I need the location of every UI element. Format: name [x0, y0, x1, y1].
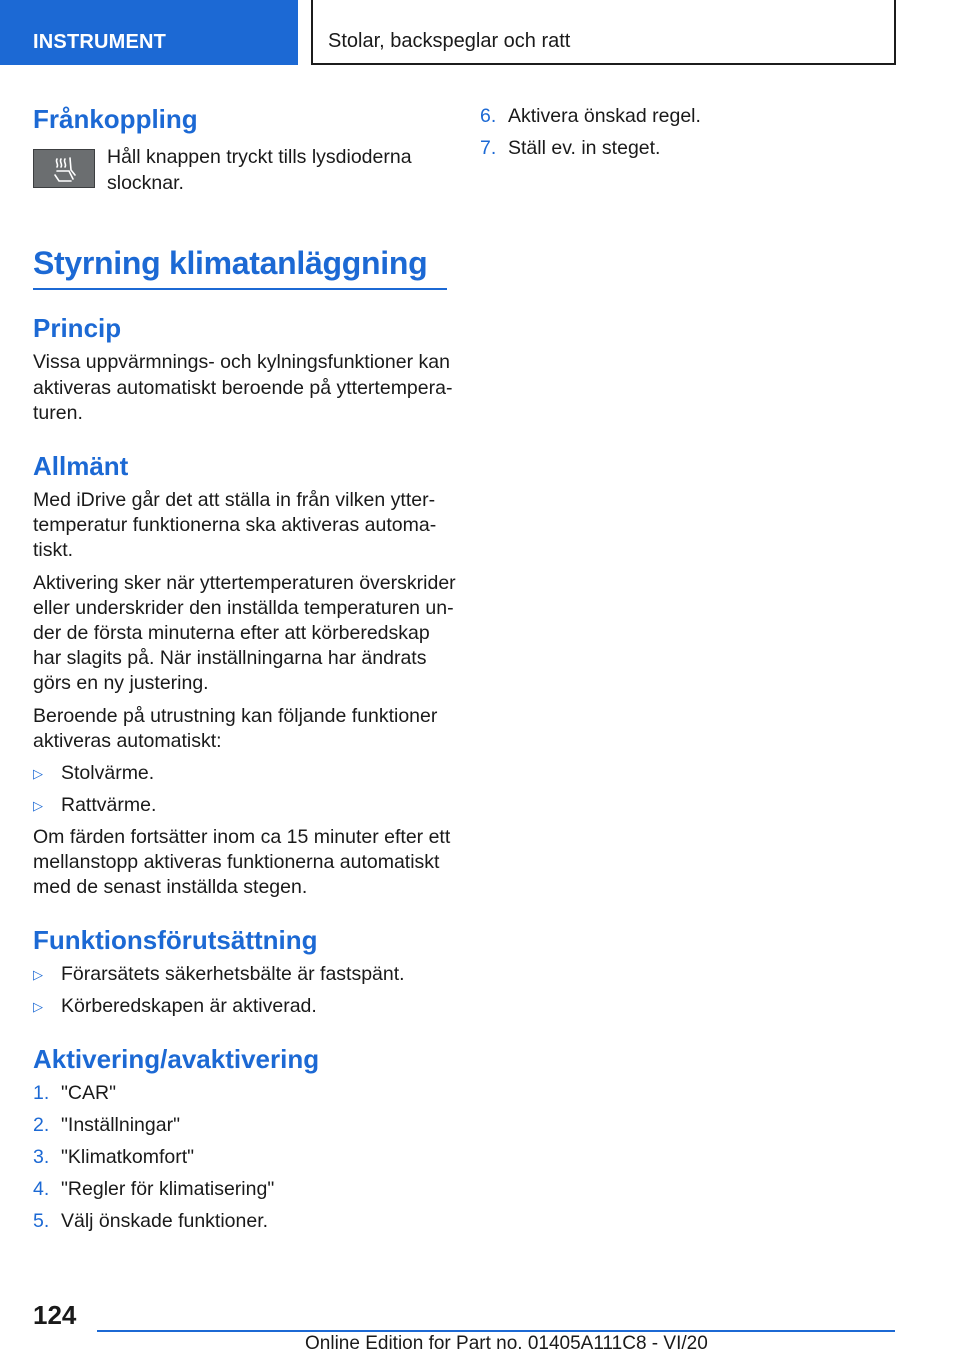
section-label: INSTRUMENT: [33, 31, 167, 53]
allmant-p4-line-1: Om färden fortsätter inom ca 15 minuter efter ett: [33, 826, 451, 848]
princip-line-1: Vissa uppvärmnings- och kylningsfunktioner kan: [33, 351, 450, 373]
step-item: 4. "Regler för klimatisering": [33, 1178, 275, 1200]
list-item: ▷ Rattvärme.: [33, 793, 156, 819]
heading-frankoppling: Frånkoppling: [33, 104, 198, 134]
step-item: 7. Ställ ev. in steget.: [480, 137, 661, 159]
heading-forutsattning: Funktionsförutsättning: [33, 925, 318, 955]
allmant-p1-line-3: tiskt.: [33, 539, 74, 561]
heading-aktivering: Aktivering/avaktivering: [33, 1044, 320, 1074]
chapter-label: Stolar, backspeglar och ratt: [328, 30, 571, 52]
triangle-bullet-icon: ▷: [33, 798, 43, 813]
list-item: ▷ Körberedskapen är aktiverad.: [33, 994, 317, 1020]
princip-line-3: turen.: [33, 402, 83, 424]
allmant-p2-line-2: eller underskrider den inställda temperaturen un-: [33, 597, 454, 619]
triangle-bullet-icon: ▷: [33, 999, 43, 1014]
frankoppling-text-1: Håll knappen tryckt tills lysdioderna: [107, 146, 412, 168]
allmant-p4-line-3: med de senast inställda stegen.: [33, 876, 308, 898]
allmant-p2-line-4: har slagits på. När inställningarna har ändrats: [33, 647, 427, 669]
footer-divider: [97, 1330, 895, 1332]
allmant-p2-line-5: görs en ny justering.: [33, 672, 209, 694]
step-item: 5. Välj önskade funktioner.: [33, 1210, 269, 1232]
list-item: ▷ Stolvärme.: [33, 761, 154, 787]
triangle-bullet-icon: ▷: [33, 967, 43, 982]
heading-princip: Princip: [33, 313, 122, 343]
footer-edition: Online Edition for Part no. 01405A111C8 - VI/20: [305, 1333, 708, 1354]
page-number: 124: [33, 1300, 77, 1330]
allmant-p3-line-1: Beroende på utrustning kan följande funktioner: [33, 705, 438, 727]
frankoppling-text-2: slocknar.: [107, 172, 184, 194]
princip-line-2: aktiveras automatiskt beroende på yttertempera-: [33, 377, 453, 399]
step-item: 3. "Klimatkomfort": [33, 1146, 195, 1168]
step-item: 2. "Inställningar": [33, 1114, 180, 1136]
allmant-p4-line-2: mellanstopp aktiveras funktionerna automatiskt: [33, 851, 440, 873]
triangle-bullet-icon: ▷: [33, 766, 43, 781]
heading-allmant: Allmänt: [33, 451, 129, 481]
allmant-p2-line-1: Aktivering sker när yttertemperaturen överskrider: [33, 572, 456, 594]
allmant-p2-line-3: der de första minuterna efter att körberedskap: [33, 622, 430, 644]
step-item: 6. Aktivera önskad regel.: [480, 105, 701, 127]
section-tab: [0, 0, 298, 65]
chapter-tab: [311, 0, 896, 65]
seat-heating-icon: [33, 149, 95, 188]
list-item: ▷ Förarsätets säkerhetsbälte är fastspänt.: [33, 962, 405, 988]
allmant-p3-line-2: aktiveras automatiskt:: [33, 730, 222, 752]
main-title: Styrning klimatanläggning: [33, 245, 447, 290]
allmant-p1-line-2: temperatur funktionerna ska aktiveras automa-: [33, 514, 437, 536]
step-item: 1. "CAR": [33, 1082, 117, 1104]
allmant-p1-line-1: Med iDrive går det att ställa in från vilken ytter-: [33, 489, 436, 511]
